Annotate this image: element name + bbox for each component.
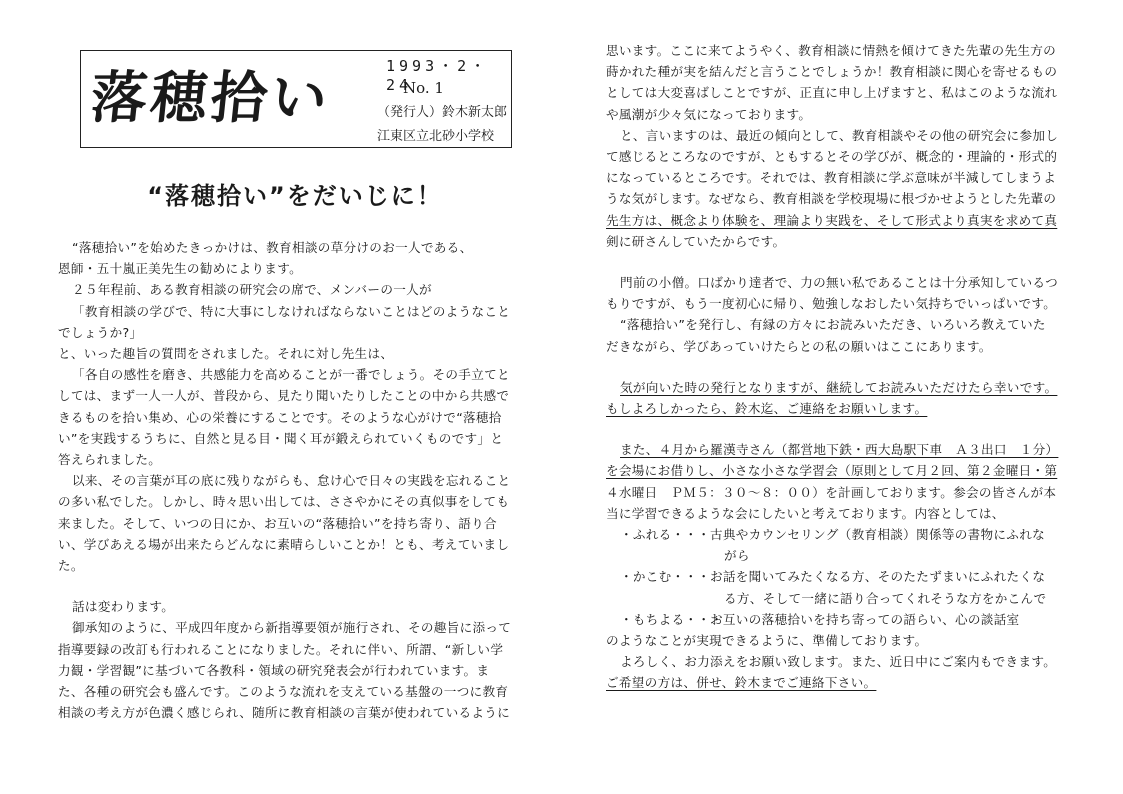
list-item-continuation: る方、そして一緒に語り合ってくれそうな方をかこんで [724, 590, 1047, 606]
text-line: い、学びあえる場が出来たらどんなに素晴らしいことか！とも、考えていまし [58, 536, 510, 552]
issue-date: 1993・2・24 [386, 57, 490, 94]
text-line: 剣に研さんしていたからです。 [606, 233, 786, 249]
text-line: 門前の小僧。口ばかり達者で、力の無い私であることは十分承知しているつ [620, 275, 1059, 291]
text-line: きるものを拾い集め、心の栄養にすることです。そのような心がけで“落穂拾 [58, 409, 502, 425]
list-item-text: お話を聞いてみたくなる方、そのたたずまいにふれたくな [710, 569, 1046, 585]
text-line: て感じるところなのですが、ともするとその学びが、概念的・理論的・形式的 [606, 149, 1058, 165]
text-line: と、言いますのは、最近の傾向として、教育相談やその他の研究会に参加し [620, 127, 1059, 143]
text-line: もしよろしかったら、鈴木迄、ご連絡をお願いします。 [606, 401, 928, 417]
text-line: しては、まず一人一人が、普段から、見たり聞いたりしたことの中から共感で [58, 388, 510, 404]
paragraph-gap [58, 576, 528, 596]
text-line: 相談の考え方が色濃く感じられ、随所に教育相談の言葉が使われているように [58, 705, 511, 721]
text-line: 話は変わります。 [72, 599, 175, 615]
text-line: た、各種の研究会も盛んです。このような流れを支えている基盤の一つに教育 [58, 684, 509, 700]
text-line: ご希望の方は、併せ、鈴木までご連絡下さい。 [606, 675, 877, 691]
list-item-text: お互いの落穂拾いを持ち寄っての語らい、心の談話室 [710, 611, 1020, 627]
text-line: 蒔かれた種が実を結んだと言うことでしょうか！教育相談に関心を寄せるもの [606, 64, 1058, 80]
text-line: 力観・学習観”に基づいて各教科・領域の研究発表会が行われています。ま [58, 662, 490, 678]
publisher: （発行人）鈴木新太郎 [377, 105, 508, 120]
left-column [58, 237, 528, 723]
text-line: い”を実践するうちに、自然と見る目・聞く耳が鍛えられていくものです」と [58, 430, 504, 446]
text-line: ２５年程前、ある教育相談の研究会の席で、メンバーの一人が [72, 282, 432, 298]
text-line: 恩師・五十嵐正美先生の勧めによります。 [58, 261, 302, 277]
text-line: 以来、その言葉が耳の底に残りながらも、怠け心で日々の実践を忘れること [72, 473, 511, 489]
text-line: よろしく、お力添えをお願い致します。また、近日中にご案内もできます。 [620, 654, 1057, 670]
masthead-box [80, 50, 512, 148]
text-line: また、４月から羅漢寺さん（都営地下鉄・西大島駅下車 Ａ３出口 １分） [620, 442, 1059, 458]
paragraph-gap [606, 419, 1086, 439]
issue-number: No. 1 [403, 79, 444, 97]
text-line: もりですが、もう一度初心に帰り、勉強しなおしたい気持ちでいっぱいです。 [606, 296, 1057, 312]
text-line: “落穂拾い”を発行し、有縁の方々にお読みいただき、いろいろ教えていた [620, 317, 1046, 333]
text-line: 答えられました。 [58, 452, 162, 468]
right-column [606, 40, 1086, 694]
text-line: 来ました。そして、いつの日にか、お互いの“落穂拾い”を持ち寄り、語り合 [58, 515, 497, 531]
text-line: になっているところです。それでは、教育相談に学ぶ意味が半減してしまうよ [606, 170, 1057, 186]
school-name: 江東区立北砂小学校 [377, 129, 495, 144]
text-line: と、いった趣旨の質問をされました。それに対し先生は、 [58, 346, 394, 362]
text-line: ４水曜日 ＰＭ５：３０〜８：００）を計画しております。参会の皆さんが本 [606, 484, 1057, 500]
text-line: の多い私でした。しかし、時々思い出しては、ささやかにその真似事をしても [58, 494, 510, 510]
list-item-continuation: がら [724, 548, 750, 564]
list-item-key: ・もちよる・・・ [620, 611, 724, 627]
headline: “落穂拾い”をだいじに！ [147, 182, 443, 210]
text-line: のようなことが実現できるように、準備しております。 [606, 633, 928, 649]
list-item [606, 524, 1086, 545]
text-line: 当に学習できるような会にしたいと考えております。内容としては、 [606, 505, 1005, 521]
text-line: た。 [58, 558, 84, 574]
text-line: でしょうか?」 [58, 324, 143, 340]
paragraph-gap [606, 357, 1086, 377]
text-line: “落穂拾い”を始めたきっかけは、教育相談の草分けのお一人である、 [72, 240, 473, 255]
paragraph-gap [606, 252, 1086, 272]
text-line: だきながら、学びあっていけたらとの私の願いはここにあります。 [606, 338, 992, 354]
list-item-key: ・ふれる・・・ [620, 527, 711, 543]
text-line: 先生方は、概念より体験を、理論より実践を、そして形式より真実を求めて真 [606, 212, 1058, 228]
masthead-title: 落穂拾い [87, 65, 335, 131]
text-line: うな気がします。なぜなら、教育相談を学校現場に根づかせようとした先輩の [606, 191, 1057, 207]
list-item-text: 古典やカウンセリング（教育相談）関係等の書物にふれな [710, 527, 1045, 543]
text-line: 「教育相談の学びで、特に大事にしなければならないことはどのようなこと [72, 303, 511, 319]
text-line: 「各自の感性を磨き、共感能力を高めることが一番でしょう。その手立てと [72, 367, 510, 383]
list-item [606, 566, 1086, 587]
text-line: 思います。ここに来てようやく、教育相談に情熱を傾けてきた先輩の先生方の [606, 43, 1057, 58]
text-line: 指導要録の改訂も行われることになりました。それに伴い、所謂、“新しい学 [58, 641, 504, 657]
text-line: や風潮が少々気になっております。 [606, 106, 812, 122]
text-line: を会場にお借りし、小さな小さな学習会（原則として月２回、第２金曜日・第 [606, 463, 1058, 479]
list-item [606, 609, 1086, 630]
list-item-key: ・かこむ・・・ [620, 569, 711, 585]
text-line: としては大変喜ばしことですが、正直に申し上げますと、私はこのような流れ [606, 85, 1058, 101]
text-line: 気が向いた時の発行となりますが、継続してお読みいただけたら幸いです。 [620, 379, 1058, 395]
text-line: 御承知のように、平成四年度から新指導要領が施行され、その趣旨に添って [72, 620, 512, 636]
